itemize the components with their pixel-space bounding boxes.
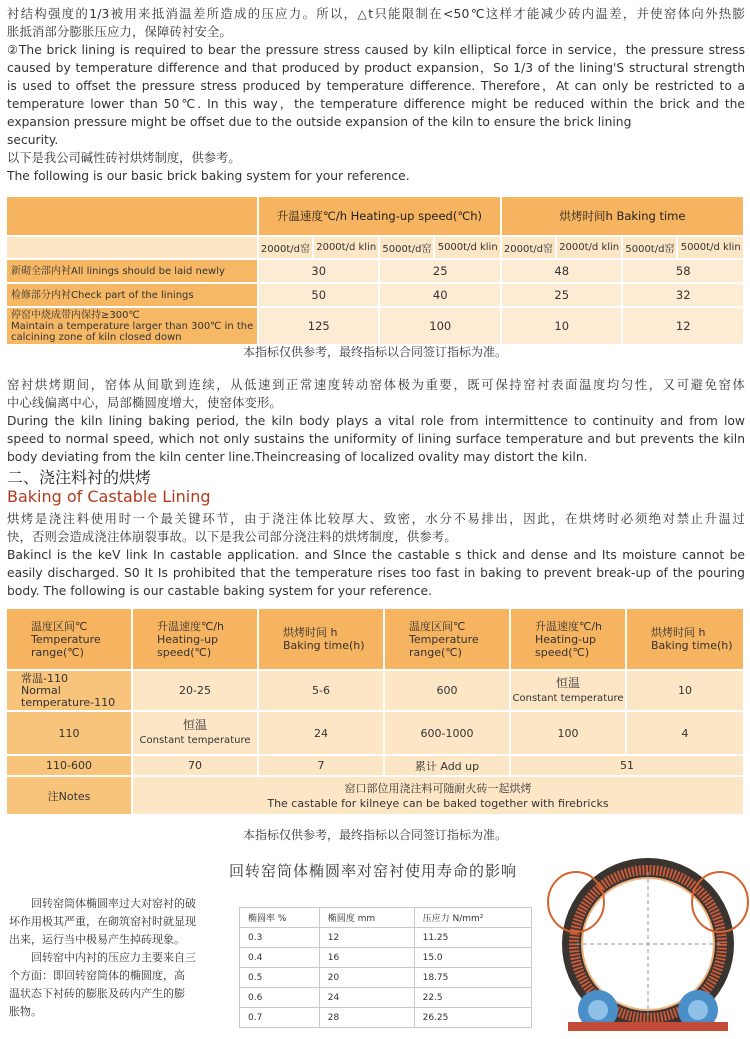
table2-cell: 600 <box>384 670 510 711</box>
table1-cell: 32 <box>622 283 744 307</box>
table2-header: 烘烤时间 h Baking time(h) <box>258 609 384 670</box>
table1-cell: 40 <box>379 283 500 307</box>
table1-sub: 5000t/d klin <box>677 236 744 259</box>
ovality-cell: 22.5 <box>414 988 531 1008</box>
table2-notes: 窑口部位用浇注料可随耐火砖一起烘烤 The castable for kilneye can be baked together with firebricks <box>132 776 744 815</box>
table1-row-label: 新砌全部内衬All linings should be laid newly <box>7 259 258 283</box>
ovality-title: 回转窑筒体椭圆率对窑衬使用寿命的影响 <box>228 862 517 880</box>
ovality-cell: 0.7 <box>240 1008 320 1028</box>
roller-base <box>568 1022 728 1031</box>
section2-en-line-3: body deviating from the kiln center line.Theincreasing of localized ovality may distort the kiln. <box>7 450 588 464</box>
table1-baking-header: 烘烤时间h Baking time <box>501 197 744 236</box>
table1-sub: 2000t/d窑 <box>501 236 556 259</box>
table1-cell: 100 <box>379 307 500 345</box>
table1-corner <box>7 197 258 236</box>
table1-cell: 48 <box>501 259 622 283</box>
table2-addup: 累计 Add up <box>384 755 510 776</box>
ovality-description: 回转窑筒体椭圆率过大对窑衬的破 坏作用极其严重，在砌筑窑衬时就显现 出来，运行当中极易产生掉砖现象。 回转窑中内衬的压应力主要来自三 个方面：即回转窑筒体的椭圆度，高 温状态下衬砖的膨胀及砖内产生的膨 胀物。 <box>9 897 196 1018</box>
section2-en-line-1: During the kiln lining baking period, the kiln body plays a vital role from intermittence to continuity and from low <box>7 414 745 428</box>
table1-cell: 10 <box>501 307 622 345</box>
ref-en: The following is our basic brick baking system for your reference. <box>7 169 410 183</box>
table1-note: 本指标仅供参考，最终指标以合同签订指标为准。 <box>242 345 507 359</box>
table1-row-label: 检修部分内衬Check part of the linings <box>7 283 258 307</box>
table2-cell: 恒温 Constant temperature <box>510 670 626 711</box>
table2-cell: 常温-110 Normal temperature-110 <box>7 670 132 711</box>
section2-en-line-2: speed to normal speed, which not only sustains the uniformity of lining surface temperature and but prevents the kiln <box>7 432 745 446</box>
table2-header: 升温速度℃/h Heating-up speed(℃) <box>510 609 626 670</box>
castable-baking-table <box>7 609 745 816</box>
table1-heating-header: 升温速度℃/h Heating-up speed(℃h) <box>258 197 501 236</box>
castable-title-en: Baking of Castable Lining <box>7 487 211 506</box>
table1-sub: 2000t/d klin <box>556 236 623 259</box>
ovality-cell: 24 <box>319 988 414 1008</box>
table2-header: 温度区间℃ Temperature range(℃) <box>7 609 132 670</box>
castable-cn-line-2: 快，否则会造成浇注体崩裂事故。以下是我公司部分浇注料的烘烤制度，供参考。 <box>7 530 457 544</box>
table2-cell: 10 <box>626 670 744 711</box>
table1-sub: 2000t/d klin <box>313 236 380 259</box>
ovality-cell: 0.3 <box>240 928 320 948</box>
table2-cell: 600-1000 <box>384 711 510 755</box>
intro-en-line-3: is used to offset the pressure stress produced by temperature difference. Therefore，At can only be restricted to a <box>7 79 745 93</box>
brick-baking-table <box>7 197 745 346</box>
table2-header: 烘烤时间 h Baking time(h) <box>626 609 744 670</box>
table2-header: 温度区间℃ Temperature range(℃) <box>384 609 510 670</box>
ovality-table <box>239 907 532 1028</box>
table1-cell: 50 <box>258 283 379 307</box>
table2-cell: 20-25 <box>132 670 258 711</box>
ovality-cell: 18.75 <box>414 968 531 988</box>
table2-cell: 100 <box>510 711 626 755</box>
table2-cell: 24 <box>258 711 384 755</box>
table2-cell: 恒温 Constant temperature <box>132 711 258 755</box>
ovality-cell: 16 <box>319 948 414 968</box>
intro-en-line-2: caused by temperature difference and that produced by product expansion，So 1/3 of the lining'S structural strength <box>7 61 745 75</box>
ovality-header: 椭圆率 % <box>240 908 320 928</box>
roller-hub-right <box>688 1000 708 1020</box>
table2-header: 升温速度℃/h Heating-up speed(℃) <box>132 609 258 670</box>
castable-cn-line-1: 烘烤是浇注料使用时一个最关键环节，由于浇注体比较厚大、致密，水分不易排出，因此，在烘烤时必须绝对禁止升温过 <box>7 512 745 526</box>
table1-sub: 5000t/d窑 <box>379 236 434 259</box>
table2-cell: 4 <box>626 711 744 755</box>
ovality-cell: 20 <box>319 968 414 988</box>
ovality-cell: 0.6 <box>240 988 320 1008</box>
table2-note: 本指标仅供参考，最终指标以合同签订指标为准。 <box>242 828 507 842</box>
intro-cn-line-1: 衬结构强度的1/3被用来抵消温差所造成的压应力。所以，△t只能限制在<50℃这样才能减少砖内温差，并使窑体向外热膨 <box>7 7 745 21</box>
section2-cn-line-2: 中心线偏离中心，局部椭圆度增大，使窑体变形。 <box>7 396 282 410</box>
castable-en-line-1: Bakincl is the keV link In castable application. and SInce the castable s thick and dense and Its moisture cannot be <box>7 548 745 562</box>
ovality-cell: 11.25 <box>414 928 531 948</box>
table1-cell: 25 <box>379 259 500 283</box>
intro-en-line-5: expansion pressure might be offset due to the outside expansion of the kiln to ensure the brick lining <box>7 115 632 129</box>
table1-row-label: 停窑中烧成带内保持≥300℃ Maintain a temperature larger than 300℃ in the calcining zone of kiln closed down <box>7 307 258 345</box>
table2-notes-label: 注Notes <box>7 776 132 815</box>
table1-cell: 12 <box>622 307 744 345</box>
intro-en-line-4: temperature lower than 50℃. In this way，the temperature difference might be reduced within the brick and the <box>7 97 745 111</box>
ovality-header: 椭圆度 mm <box>319 908 414 928</box>
table2-cell: 110-600 <box>7 755 132 776</box>
ref-cn: 以下是我公司碱性砖衬烘烤制度，供参考。 <box>7 151 241 165</box>
section2-cn-line-1: 窑衬烘烤期间，窑体从间歇到连续，从低速到正常速度转动窑体极为重要，既可保持窑衬表面温度均匀性，又可避免窑体 <box>7 378 745 392</box>
table1-sub: 5000t/d klin <box>434 236 501 259</box>
ovality-cell: 28 <box>319 1008 414 1028</box>
ovality-cell: 0.5 <box>240 968 320 988</box>
table1-cell: 58 <box>622 259 744 283</box>
ovality-cell: 15.0 <box>414 948 531 968</box>
table1-sub: 2000t/d窑 <box>258 236 313 259</box>
table1-cell: 30 <box>258 259 379 283</box>
table2-cell: 7 <box>258 755 384 776</box>
table2-cell: 5-6 <box>258 670 384 711</box>
castable-en-line-3: body. The following is our castable baking system for your reference. <box>7 584 432 598</box>
intro-en-line-1: ②The brick lining is required to bear the pressure stress caused by kiln elliptical force in service，the pressure stress <box>7 43 745 57</box>
table2-cell: 70 <box>132 755 258 776</box>
ovality-header: 压应力 N/mm² <box>414 908 531 928</box>
ovality-cell: 12 <box>319 928 414 948</box>
kiln-cross-section-illustration <box>546 852 750 1035</box>
table1-cell: 25 <box>501 283 622 307</box>
table1-sub: 5000t/d窑 <box>622 236 677 259</box>
ovality-cell: 0.4 <box>240 948 320 968</box>
table1-cell: 125 <box>258 307 379 345</box>
table2-cell: 110 <box>7 711 132 755</box>
castable-en-line-2: easily discharged. S0 It Is prohibited that the temperature rises too fast in baking to prevent break-up of the pouring <box>7 566 745 580</box>
intro-cn-line-2: 胀抵消部分膨胀压应力，保障砖衬安全。 <box>7 25 232 39</box>
intro-en-line-6: security. <box>7 133 59 147</box>
roller-hub-left <box>588 1000 608 1020</box>
castable-title-cn: 二、浇注料衬的烘烤 <box>7 468 152 487</box>
ovality-cell: 26.25 <box>414 1008 531 1028</box>
table2-total: 51 <box>510 755 744 776</box>
